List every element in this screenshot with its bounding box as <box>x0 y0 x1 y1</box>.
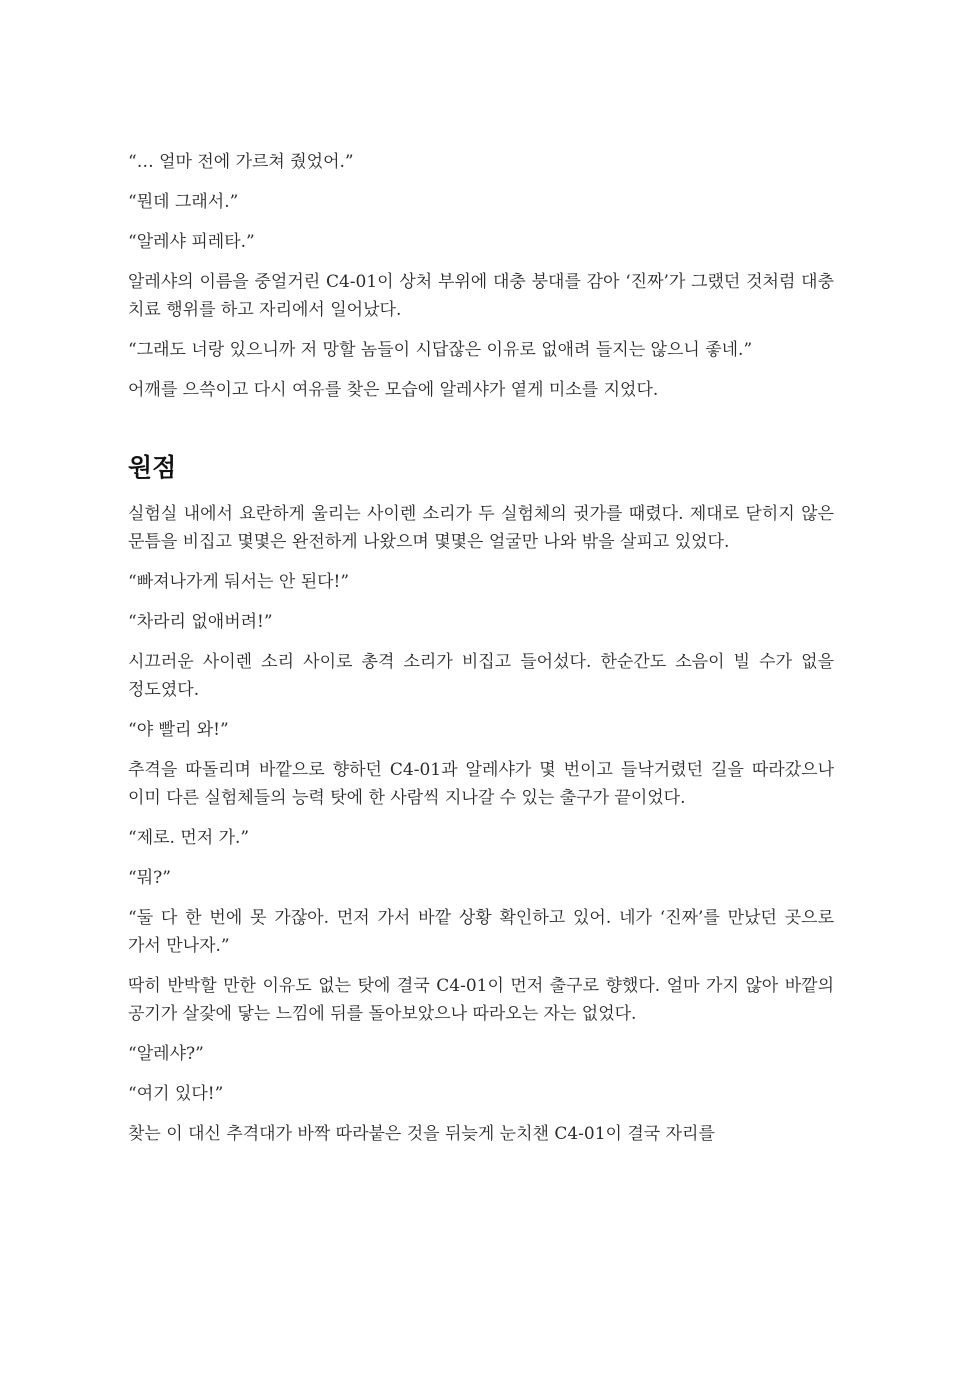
paragraph-dialogue: “알레샤?” <box>128 1044 204 1064</box>
paragraph-narration: 알레샤의 이름을 중얼거린 C4-01이 상처 부위에 대충 붕대를 감아 ‘진짜’가 그랬던 것처럼 대충 치료 행위를 하고 자리에서 일어났다. <box>128 272 834 320</box>
paragraph-dialogue: “그래도 너랑 있으니까 저 망할 놈들이 시답잖은 이유로 없애려 들지는 않으니 좋네.” <box>128 340 753 360</box>
paragraph-dialogue: “차라리 없애버려!” <box>128 612 273 632</box>
paragraph-dialogue: “뭐?” <box>128 868 171 888</box>
paragraph-dialogue: “… 얼마 전에 가르쳐 줬었어.” <box>128 152 354 172</box>
paragraph-dialogue: “뭔데 그래서.” <box>128 192 239 212</box>
paragraph-dialogue: “빠져나가게 둬서는 안 된다!” <box>128 572 350 592</box>
section-heading: 원점 <box>128 453 177 482</box>
paragraph-narration: 추격을 따돌리며 바깥으로 향하던 C4-01과 알레샤가 몇 번이고 들낙거렸던 길을 따라갔으나 이미 다른 실험체들의 능력 탓에 한 사람씩 지나갈 수 있는 출구가 끝이었다. <box>128 760 834 808</box>
paragraph-dialogue: “야 빨리 와!” <box>128 720 229 740</box>
paragraph-narration: 시끄러운 사이렌 소리 사이로 총격 소리가 비집고 들어섰다. 한순간도 소음이 빌 수가 없을 정도였다. <box>128 652 834 700</box>
paragraph-dialogue: “제로. 먼저 가.” <box>128 828 250 848</box>
paragraph-narration: 딱히 반박할 만한 이유도 없는 탓에 결국 C4-01이 먼저 출구로 향했다. 얼마 가지 않아 바깥의 공기가 살갗에 닿는 느낌에 뒤를 돌아보았으나 따라오는 자는 없었다. <box>128 976 834 1024</box>
paragraph-narration: 실험실 내에서 요란하게 울리는 사이렌 소리가 두 실험체의 귓가를 때렸다. 제대로 닫히지 않은 문틈을 비집고 몇몇은 완전하게 나왔으며 몇몇은 얼굴만 나와 밖을 살피고 있었다. <box>128 504 834 552</box>
paragraph-dialogue: “둘 다 한 번에 못 가잖아. 먼저 가서 바깥 상황 확인하고 있어. 네가 ‘진짜’를 만났던 곳으로 가서 만나자.” <box>128 908 834 956</box>
paragraph-dialogue: “알레샤 피레타.” <box>128 232 255 252</box>
document-body <box>128 148 834 1160</box>
paragraph-narration: 어깨를 으쓱이고 다시 여유를 찾은 모습에 알레샤가 옅게 미소를 지었다. <box>128 380 659 400</box>
paragraph-dialogue: “여기 있다!” <box>128 1084 224 1104</box>
paragraph-narration: 찾는 이 대신 추격대가 바짝 따라붙은 것을 뒤늦게 눈치챈 C4-01이 결국 자리를 <box>128 1124 715 1144</box>
